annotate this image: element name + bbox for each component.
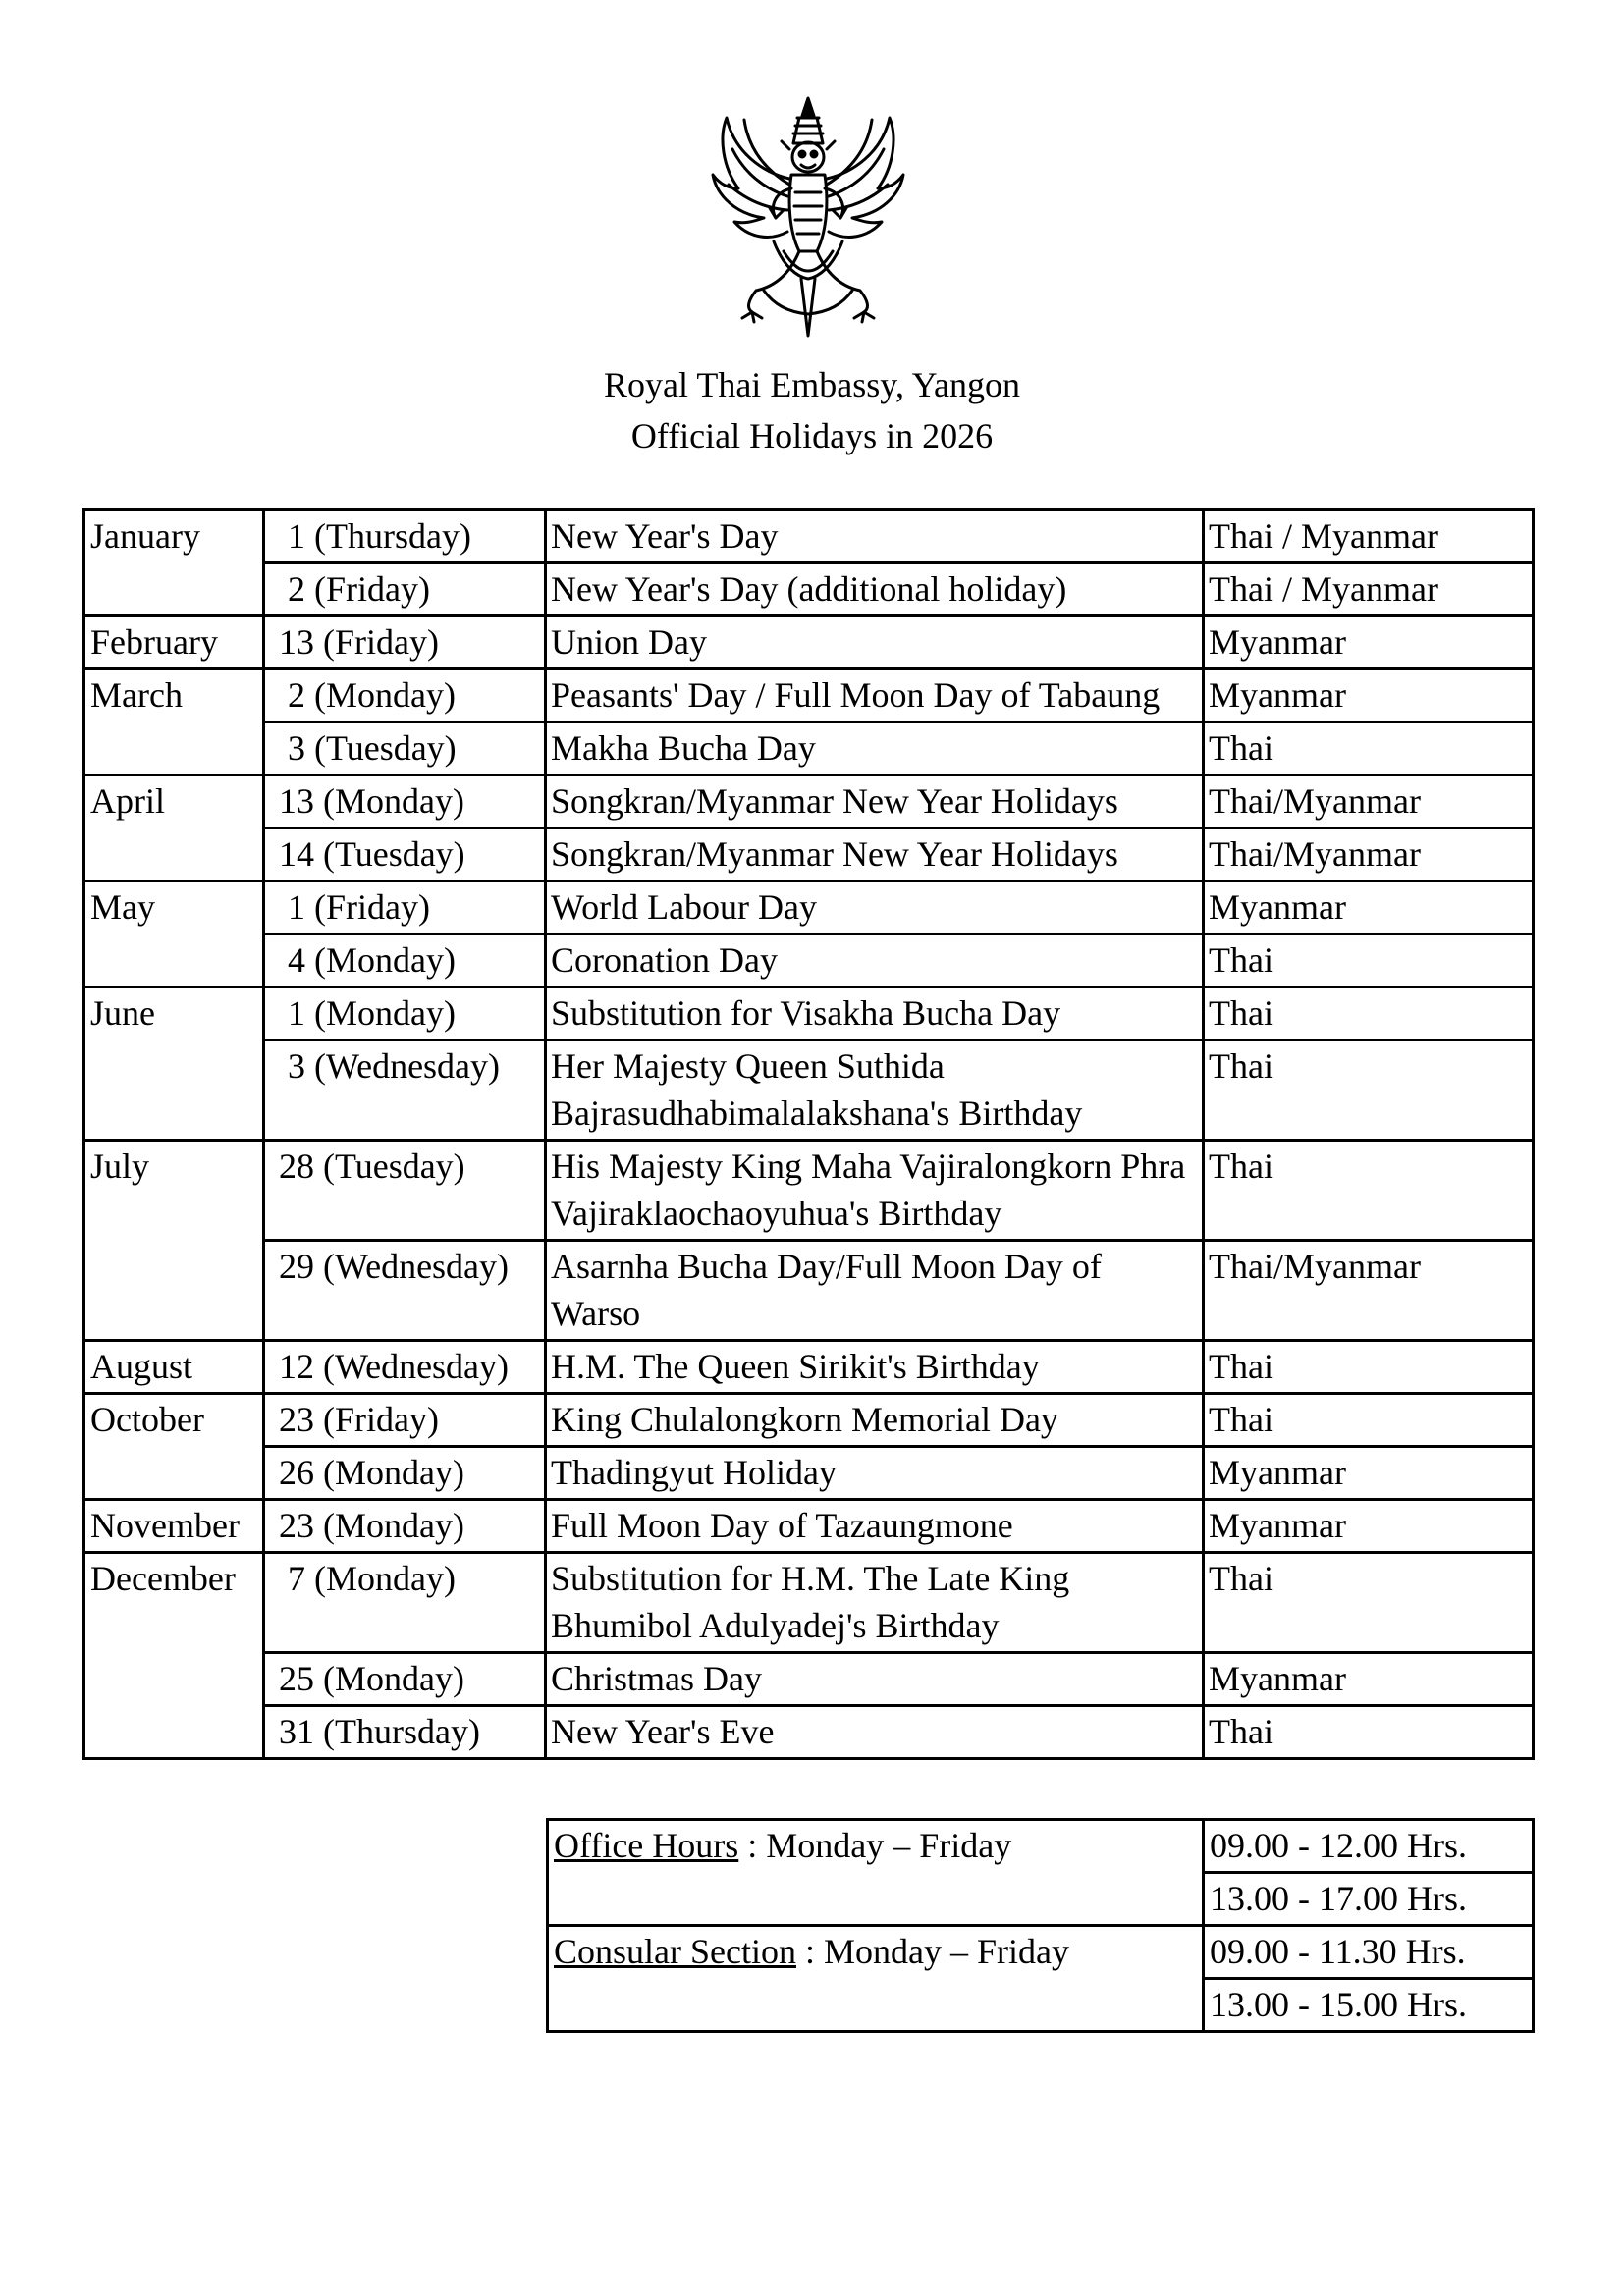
month-cell: May	[84, 881, 264, 988]
holiday-name-cell: Songkran/Myanmar New Year Holidays	[546, 775, 1204, 828]
holiday-name-cell: His Majesty King Maha Vajiralongkorn Phra Vajiraklaochaoyuhua's Birthday	[546, 1141, 1204, 1241]
consular-section-label: Consular Section	[554, 1932, 796, 1971]
table-row	[84, 1553, 1534, 1653]
holiday-name-cell: New Year's Eve	[546, 1706, 1204, 1759]
table-row	[84, 881, 1534, 934]
table-row	[84, 1041, 1534, 1141]
consular-hours-slot: 13.00 - 15.00 Hrs.	[1204, 1979, 1534, 2032]
month-cell: February	[84, 616, 264, 669]
office-hours-table	[546, 1818, 1535, 2033]
month-cell: October	[84, 1394, 264, 1500]
month-cell: March	[84, 669, 264, 775]
day-cell: 13 (Friday)	[264, 616, 546, 669]
holiday-name-cell: Full Moon Day of Tazaungmone	[546, 1500, 1204, 1553]
country-cell: Thai	[1204, 934, 1534, 988]
table-row	[84, 988, 1534, 1041]
day-cell: 13 (Monday)	[264, 775, 546, 828]
table-row	[84, 1706, 1534, 1759]
country-cell: Thai / Myanmar	[1204, 563, 1534, 616]
table-row	[84, 510, 1534, 563]
holiday-name-cell: Substitution for Visakha Bucha Day	[546, 988, 1204, 1041]
table-row	[84, 775, 1534, 828]
garuda-emblem-icon	[705, 94, 911, 340]
table-row	[84, 1341, 1534, 1394]
country-cell: Myanmar	[1204, 1653, 1534, 1706]
country-cell: Thai	[1204, 1141, 1534, 1241]
day-cell: 7 (Monday)	[264, 1553, 546, 1653]
office-hours-label-cell	[548, 1820, 1204, 1926]
holiday-name-cell: Asarnha Bucha Day/Full Moon Day of Warso	[546, 1241, 1204, 1341]
holiday-name-cell: Coronation Day	[546, 934, 1204, 988]
month-cell: November	[84, 1500, 264, 1553]
day-cell: 26 (Monday)	[264, 1447, 546, 1500]
country-cell: Thai	[1204, 1553, 1534, 1653]
holiday-name-cell: World Labour Day	[546, 881, 1204, 934]
holiday-name-cell: Makha Bucha Day	[546, 722, 1204, 775]
table-row	[84, 1241, 1534, 1341]
table-row	[84, 616, 1534, 669]
month-cell: June	[84, 988, 264, 1141]
holiday-name-cell: New Year's Day (additional holiday)	[546, 563, 1204, 616]
table-row	[84, 1653, 1534, 1706]
country-cell: Myanmar	[1204, 1447, 1534, 1500]
table-row	[84, 1141, 1534, 1241]
day-cell: 2 (Friday)	[264, 563, 546, 616]
country-cell: Thai	[1204, 1706, 1534, 1759]
consular-hours-slot: 09.00 - 11.30 Hrs.	[1204, 1926, 1534, 1979]
day-cell: 14 (Tuesday)	[264, 828, 546, 881]
table-row	[84, 722, 1534, 775]
month-cell: April	[84, 775, 264, 881]
holiday-name-cell: Peasants' Day / Full Moon Day of Tabaung	[546, 669, 1204, 722]
day-cell: 2 (Monday)	[264, 669, 546, 722]
month-cell: July	[84, 1141, 264, 1341]
office-hours-days: : Monday – Friday	[738, 1826, 1012, 1865]
country-cell: Thai	[1204, 1041, 1534, 1141]
page-title: Royal Thai Embassy, Yangon	[603, 365, 1020, 404]
country-cell: Thai	[1204, 722, 1534, 775]
holiday-name-cell: New Year's Day	[546, 510, 1204, 563]
table-row	[84, 1500, 1534, 1553]
day-cell: 28 (Tuesday)	[264, 1141, 546, 1241]
month-cell: August	[84, 1341, 264, 1394]
table-row	[84, 669, 1534, 722]
day-cell: 1 (Monday)	[264, 988, 546, 1041]
holiday-name-cell: Christmas Day	[546, 1653, 1204, 1706]
country-cell: Thai/Myanmar	[1204, 1241, 1534, 1341]
holiday-name-cell: Thadingyut Holiday	[546, 1447, 1204, 1500]
month-cell: December	[84, 1553, 264, 1759]
country-cell: Thai / Myanmar	[1204, 510, 1534, 563]
day-cell: 1 (Thursday)	[264, 510, 546, 563]
country-cell: Myanmar	[1204, 616, 1534, 669]
office-hours-label: Office Hours	[554, 1826, 739, 1865]
day-cell: 3 (Tuesday)	[264, 722, 546, 775]
country-cell: Myanmar	[1204, 1500, 1534, 1553]
holiday-name-cell: Substitution for H.M. The Late King Bhumibol Adulyadej's Birthday	[546, 1553, 1204, 1653]
office-hours-slot: 09.00 - 12.00 Hrs.	[1204, 1820, 1534, 1873]
country-cell: Thai	[1204, 1394, 1534, 1447]
day-cell: 23 (Monday)	[264, 1500, 546, 1553]
table-row	[84, 934, 1534, 988]
holiday-name-cell: Union Day	[546, 616, 1204, 669]
day-cell: 31 (Thursday)	[264, 1706, 546, 1759]
holiday-name-cell: Songkran/Myanmar New Year Holidays	[546, 828, 1204, 881]
day-cell: 4 (Monday)	[264, 934, 546, 988]
table-row	[84, 1447, 1534, 1500]
day-cell: 3 (Wednesday)	[264, 1041, 546, 1141]
page-subtitle: Official Holidays in 2026	[630, 416, 994, 455]
day-cell: 1 (Friday)	[264, 881, 546, 934]
country-cell: Thai	[1204, 988, 1534, 1041]
holiday-name-cell: Her Majesty Queen Suthida Bajrasudhabimalalakshana's Birthday	[546, 1041, 1204, 1141]
office-hours-slot: 13.00 - 17.00 Hrs.	[1204, 1873, 1534, 1926]
day-cell: 23 (Friday)	[264, 1394, 546, 1447]
table-row	[84, 828, 1534, 881]
consular-label-cell	[548, 1926, 1204, 2032]
day-cell: 25 (Monday)	[264, 1653, 546, 1706]
month-cell: January	[84, 510, 264, 616]
day-cell: 12 (Wednesday)	[264, 1341, 546, 1394]
country-cell: Myanmar	[1204, 669, 1534, 722]
table-row	[84, 1394, 1534, 1447]
holidays-table	[82, 508, 1535, 1760]
holiday-name-cell: King Chulalongkorn Memorial Day	[546, 1394, 1204, 1447]
table-row	[548, 1820, 1534, 1873]
day-cell: 29 (Wednesday)	[264, 1241, 546, 1341]
consular-section-days: : Monday – Friday	[795, 1932, 1069, 1971]
country-cell: Myanmar	[1204, 881, 1534, 934]
country-cell: Thai	[1204, 1341, 1534, 1394]
table-row	[84, 563, 1534, 616]
country-cell: Thai/Myanmar	[1204, 828, 1534, 881]
table-row	[548, 1926, 1534, 1979]
country-cell: Thai/Myanmar	[1204, 775, 1534, 828]
holiday-name-cell: H.M. The Queen Sirikit's Birthday	[546, 1341, 1204, 1394]
